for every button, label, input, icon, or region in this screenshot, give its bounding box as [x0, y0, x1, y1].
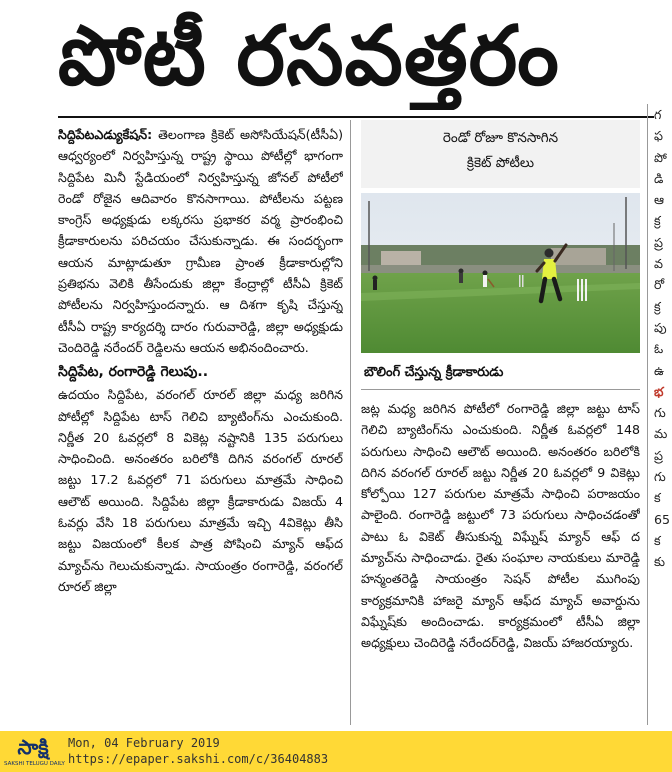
- strip-line: పో: [654, 149, 667, 165]
- match-report-text: ఉదయం సిద్దిపేట, వరంగల్‌ రూరల్‌ జిల్లా మధ్య జరిగిన పోటీల్లో సిద్దిపేట టాస్‌ గెలిచి బ్యాటింగ్‌ను ఎంచుకుంది. నిర్ణీత 20 ఓవర్లలో 8 వికెట్ల నష్టానికి 135 పరుగులు సాధించింది. అనంతరం బరిలోకి దిగిన వరంగల్‌ రూరల్‌ జట్టు 17.2 ఓవర్లలో 71 పరుగులు మాత్రమే సాధించి ఆలౌట్‌ అయింది. సిద్దిపేట జిల్లా క్రీడాకారుడు విజయ్‌ 4 ఓవర్లు వేసి 18 పరుగులు మాత్రమే ఇచ్చి 4వికెట్లు తీసి జట్టు విజయంలో కీలక పాత్ర పోషించి మ్యాన్‌ ఆఫ్‌ద మ్యాచ్‌ను గెలుచుకున్నాడు. సాయంత్రం రంగారెడ్డి, వరంగల్‌ రూరల్‌ జిల్లా: [58, 387, 343, 594]
- caption-rule: [361, 389, 640, 390]
- column-rule-top: [58, 116, 654, 118]
- pull-quote: [361, 120, 640, 188]
- strip-line: డి: [654, 170, 664, 186]
- strip-line: కు: [654, 554, 665, 570]
- strip-line: ప్ర: [654, 234, 663, 250]
- headline: పోటీ రసవత్తరం: [58, 9, 560, 104]
- cricket-photo: [361, 193, 640, 353]
- pull-quote-line-2: క్రికెట్‌ పోటీలు: [466, 155, 535, 171]
- strip-line: ఉ: [654, 362, 665, 378]
- strip-line: గు: [654, 405, 666, 421]
- adjacent-article-strip: [654, 104, 672, 724]
- sakshi-logo: [4, 734, 65, 769]
- middle-column: [361, 398, 640, 728]
- strip-line: పు: [654, 319, 667, 335]
- intro-text: తెలంగాణ క్రికెట్‌ అసోసియేషన్‌(టీసీఏ) ఆధ్వర్యంలో నిర్వహిస్తున్న రాష్ట్ర స్థాయి పోటీల్లో భాగంగా సిద్దిపేట మినీ స్టేడియంలో నిర్వహిస్తున్న జోనల్‌ పోటీలో రెండో రోజైన ఆదివారం కొనసాగాయి. పోటీలను పట్టణ కాంగ్రెస్‌ అధ్యక్షుడు లక్కరసు ప్రభాకర వర్మ ప్రారంభించి క్రీడాకారులను పరిచయం చేసుకున్నాడు. ఈ సందర్భంగా ఆయన మాట్లాడుతూ గ్రామీణ ప్రాంత క్రీడాకారుల్లోని ప్రతిభను వెలికి తీసేందుకు జిల్లా కేంద్రాల్లో టీసీఏ క్రికెట్‌ పోటీలను నిర్వహిస్తుందన్నారు. ఆ దిశగా కృషి చేస్తున్న టీసీఏ రాష్ట్ర కార్యదర్శి దారం గురువారెడ్డి, జిల్లా అధ్యక్షుడు చెందిరెడ్డి నరేందర్‌ రెడ్డిలను ఆయన అభినందించారు.: [58, 127, 343, 355]
- strip-line: ప్ర: [654, 447, 663, 463]
- strip-line: క్ర: [654, 298, 661, 314]
- strip-line: మ: [654, 426, 668, 442]
- strip-line: ఓ: [654, 341, 664, 357]
- strip-line: ఆ: [654, 192, 665, 208]
- footer-bar: [0, 731, 672, 772]
- strip-line: వ: [654, 256, 663, 272]
- left-column: [58, 124, 343, 728]
- logo-wordmark: సాక్షి: [17, 735, 49, 759]
- strip-line: రో: [654, 277, 665, 293]
- subheading: సిద్దిపేట, రంగారెడ్డి గెలుపు..: [58, 364, 209, 381]
- column-divider-left: [350, 120, 351, 725]
- strip-line: భ: [654, 383, 664, 399]
- strip-line: క: [654, 532, 661, 548]
- intro-paragraph: [58, 124, 343, 358]
- photo-caption: బౌలింగ్‌ చేస్తున్న క్రీడాకారుడు: [364, 365, 504, 380]
- strip-line: క్ర: [654, 213, 661, 229]
- pull-quote-line-1: రెండో రోజూ కొనసాగిన: [442, 130, 559, 146]
- strip-line: గ: [654, 107, 662, 122]
- edition-meta: [68, 735, 328, 767]
- dateline: సిద్దిపేటఎడ్యుకేషన్‌:: [58, 127, 153, 142]
- logo-tagline: SAKSHI TELUGU DAILY: [4, 761, 65, 767]
- strip-line: ఫ: [654, 128, 663, 144]
- edition-url[interactable]: https://epaper.sakshi.com/c/36404883: [68, 752, 329, 766]
- strip-line: 65: [654, 511, 671, 527]
- edition-date: Mon, 04 February 2019: [68, 736, 220, 750]
- column-divider-right: [647, 104, 648, 725]
- match-report-continued: జట్ల మధ్య జరిగిన పోటీలో రంగారెడ్డి జిల్లా జట్టు టాస్‌ గెలిచి బ్యాటింగ్‌ను ఎంచుకుంది. నిర్ణీత ఓవర్లలో 148 పరుగులు సాధించి ఆలౌట్‌ అయింది. అనంతరం బరిలోకి దిగిన వరంగల్‌ రూరల్‌ జట్టు నిర్ణీత 20 ఓవర్లలో 9 వికెట్లు కోల్పోయి 127 పరుగుల మాత్రమే సాధించి పరాజయం పాలైంది. రంగారెడ్డి జట్టులో 73 పరుగులు సాధించడంతో పాటు ఓ వికెట్‌ తీసుకున్న విఘ్నేష్‌ మ్యాన్‌ ఆఫ్‌ ద మ్యాచ్‌ను సాధించాడు. రైతు సంఘాల నాయకులు మారెడ్డి హన్మంతరెడ్డి సాయంత్రం సెషన్‌ పోటీల ముగింపు కార్యక్రమానికి హాజరై మ్యాన్‌ ఆఫ్‌ద మ్యాచ్‌ అవార్డును విఘ్నేష్‌కు అందించాడు. కార్యక్రమంలో టీసీఏ జిల్లా అధ్యక్షులు చెందిరెడ్డి నరేందర్‌రెడ్డి, విజయ్‌ హాజరయ్యారు.: [361, 401, 640, 651]
- strip-line: గు: [654, 469, 666, 485]
- strip-line: క: [654, 490, 661, 506]
